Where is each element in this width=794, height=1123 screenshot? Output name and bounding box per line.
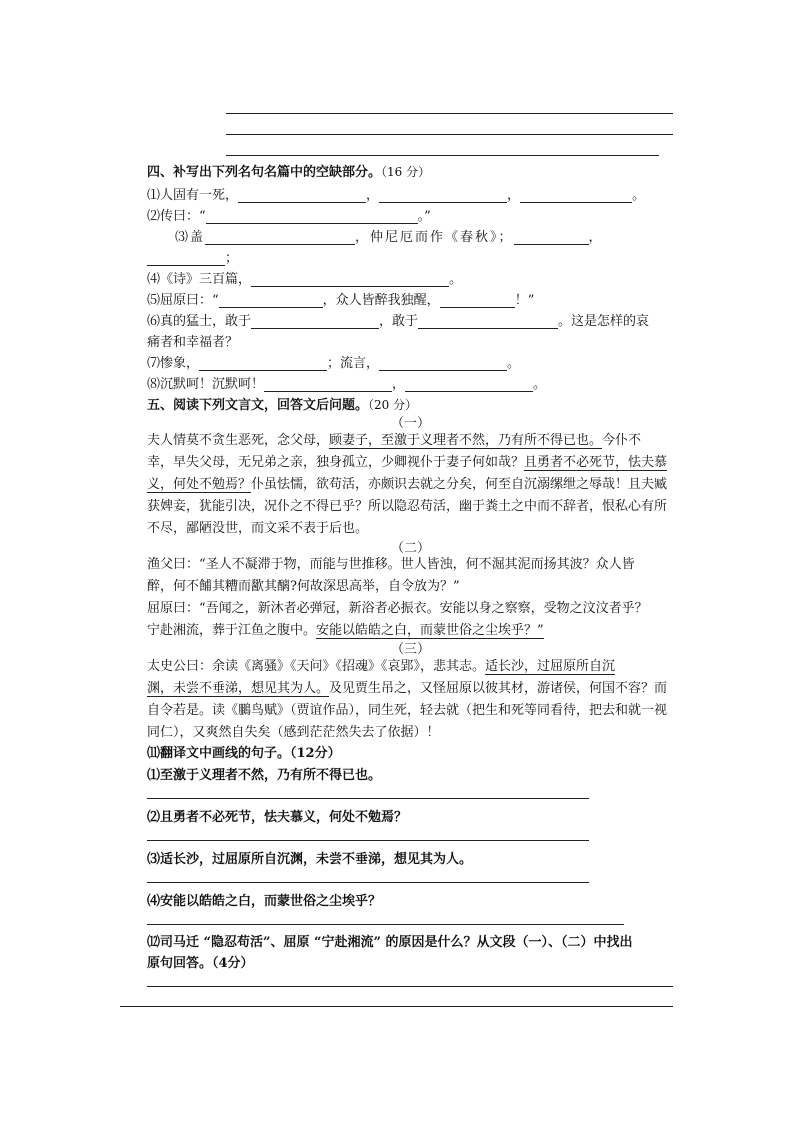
item-number: ⑵	[147, 209, 161, 224]
answer-line[interactable]	[226, 113, 673, 114]
fill-item-7	[147, 352, 520, 371]
item-end: 。	[449, 272, 463, 287]
answer-line[interactable]	[120, 1006, 673, 1007]
section5-title: 五、阅读下列文言文，回答文后问题。	[147, 398, 369, 413]
item-prefix: 《诗》三百篇，	[160, 272, 252, 287]
part1-label: （一）	[390, 416, 430, 431]
passage-2	[147, 554, 674, 642]
passage-text: 太史公曰：余读《离骚》《天问》《招魂》《哀郢》，悲其志。	[147, 659, 486, 674]
item-sep: ，	[507, 188, 521, 203]
item-end: ！”	[514, 293, 535, 308]
item-end: 。	[533, 377, 547, 392]
fill-item-1	[147, 184, 645, 203]
item-end: 。这是怎样的哀	[558, 314, 650, 329]
item-sep: ，	[588, 230, 604, 245]
passage-text: 今仆不	[602, 433, 642, 448]
item-mid: ，仲尼厄而作《春秋》；	[355, 230, 514, 245]
blank-field[interactable]	[251, 314, 379, 329]
item-mid: ，	[392, 377, 406, 392]
item-number: ⑷	[147, 272, 161, 287]
blank-field[interactable]	[379, 188, 507, 203]
answer-line[interactable]	[147, 924, 624, 925]
passage-text: 同仁），又爽然自失矣（感到茫茫然失去了依据）！	[147, 725, 440, 740]
blank-field[interactable]	[520, 188, 632, 203]
part3-label: （三）	[390, 642, 430, 657]
blank-field[interactable]	[379, 356, 507, 371]
passage-text: 渔父曰：“圣人不凝滞于物，而能与世推移。世人皆浊，何不淈其泥而扬其波？众人皆	[147, 557, 635, 572]
blank-field[interactable]	[514, 230, 589, 245]
item-number: ⑶	[175, 230, 191, 245]
question-11-item-3: ⑶适长沙，过屈原所自沉渊，未尝不垂涕，想见其为人。	[147, 852, 473, 867]
item-mid: ，众人皆醉我独醒，	[322, 293, 440, 308]
passage-1	[147, 430, 674, 540]
answer-line[interactable]	[147, 840, 589, 841]
item-end: 。”	[417, 209, 431, 224]
fill-item-6-cont	[147, 331, 238, 350]
item-number: ⑹	[147, 314, 161, 329]
blank-field[interactable]	[199, 356, 327, 371]
item-prefix: 惨象，	[160, 356, 200, 371]
item-number: ⑸	[147, 293, 161, 308]
blank-field[interactable]	[238, 188, 366, 203]
item-prefix: 人固有一死，	[160, 188, 239, 203]
fill-item-3	[175, 226, 604, 245]
item-prefix: 沉默呵！沉默呵！	[160, 377, 265, 392]
item-prefix: 传曰：“	[160, 209, 206, 224]
question-12-line-1: ⑿司马迁 “隐忍苟活”、屈原 “宁赴湘流” 的原因是什么？从文段（一）、（二）中找出	[147, 935, 633, 950]
passage-3	[147, 656, 674, 744]
passage-text: 及见贾生吊之，又怪屈原以彼其材，游诸侯，何国不容？而	[329, 681, 668, 696]
item-end: 。	[507, 356, 521, 371]
section4-title: 四、补写出下列名句名篇中的空缺部分。	[147, 165, 382, 180]
blank-field[interactable]	[205, 230, 355, 245]
section4-heading	[147, 161, 430, 180]
item-mid: ，敢于	[379, 314, 419, 329]
item-number: ⑺	[147, 356, 161, 371]
fill-item-6	[147, 310, 649, 329]
blank-field[interactable]	[206, 209, 418, 224]
question-11-item-2: ⑵且勇者不必死节，怯夫慕义，何处不勉焉？	[147, 810, 408, 825]
passage-text: 不尽，鄙陋没世，而文采不表于后也。	[147, 521, 369, 536]
blank-field[interactable]	[264, 377, 392, 392]
item-prefix: 真的猛士，敢于	[160, 314, 252, 329]
underlined-sentence: 且勇者不必死节，怯夫慕	[524, 455, 668, 470]
question-11-item-4: ⑷安能以皓皓之白，而蒙世俗之尘埃乎？	[147, 894, 382, 909]
passage-text: 获婢妾，犹能引决，况仆之不得已乎？所以隐忍苟活，幽于粪土之中而不辞者，恨私心有所	[147, 499, 668, 514]
question-12-line-2: 原句回答。（4分）	[147, 956, 254, 971]
item-number: ⑻	[147, 377, 161, 392]
blank-field[interactable]	[405, 377, 533, 392]
blank-field[interactable]	[440, 293, 515, 308]
part2-label: （二）	[390, 541, 430, 556]
item-prefix: 屈原曰：“	[160, 293, 219, 308]
fill-item-3-cont	[147, 247, 238, 266]
blank-field[interactable]	[251, 272, 449, 287]
underlined-sentence: 义，何处不勉焉？	[147, 477, 252, 492]
item-number: ⑴	[147, 188, 161, 203]
answer-line[interactable]	[226, 134, 673, 135]
passage-text: 仆虽怯懦，欲苟活，亦颇识去就之分矣，何至自沉溺缧绁之辱哉！且夫臧	[251, 477, 668, 492]
question-11-title: ⑾翻译文中画线的句子。（12分）	[147, 746, 341, 761]
section4-score: （16 分）	[381, 165, 431, 179]
fill-item-5	[147, 289, 534, 308]
item-end: 。	[632, 188, 646, 203]
passage-text: 夫人情莫不贪生恶死，念父母，	[147, 433, 330, 448]
answer-line[interactable]	[226, 155, 659, 156]
passage-text: 幸，早失父母，无兄弟之亲，独身孤立，少卿视仆于妻子何如哉？	[147, 455, 525, 470]
underlined-sentence: 顾妻子，至激于义理者不然，乃有所不得已也。	[329, 433, 603, 448]
item-sep: ，	[366, 188, 380, 203]
underlined-sentence: 安能以皓皓之白，而蒙世俗之尘埃乎？”	[316, 623, 544, 638]
underlined-sentence: 适长沙，过屈原所自沉	[485, 659, 616, 674]
blank-field[interactable]	[418, 314, 558, 329]
answer-line[interactable]	[147, 882, 589, 883]
passage-text: 屈原曰：“吾闻之，新沐者必弹冠，新浴者必振衣。安能以身之察察，受物之汶汶者乎？	[147, 601, 648, 616]
fill-item-4	[147, 268, 462, 287]
item-cont: 痛者和幸福者？	[147, 335, 239, 350]
blank-field[interactable]	[219, 293, 323, 308]
passage-text: 宁赴湘流，葬于江鱼之腹中。	[147, 623, 317, 638]
item-end: ；	[225, 251, 239, 266]
blank-field[interactable]	[147, 251, 225, 266]
passage-text: 醉，何不餔其糟而歠其醨?何故深思高举，自令放为？”	[147, 579, 460, 594]
answer-line[interactable]	[147, 798, 589, 799]
answer-line[interactable]	[147, 986, 673, 987]
section5-score: （20 分）	[368, 398, 418, 412]
fill-item-8	[147, 373, 546, 392]
question-11-item-1: ⑴至激于义理者不然，乃有所不得已也。	[147, 768, 382, 783]
passage-text: 自令若是。读《鵩鸟赋》（贾谊作品），同生死，轻去就（把生和死等同看待，把去和就一视	[147, 703, 668, 718]
fill-item-2	[147, 205, 431, 224]
item-mid: ；流言，	[327, 356, 380, 371]
section5-heading	[147, 394, 417, 413]
item-prefix: 盖	[190, 230, 206, 245]
underlined-sentence: 渊，未尝不垂涕，想见其为人。	[147, 681, 330, 696]
